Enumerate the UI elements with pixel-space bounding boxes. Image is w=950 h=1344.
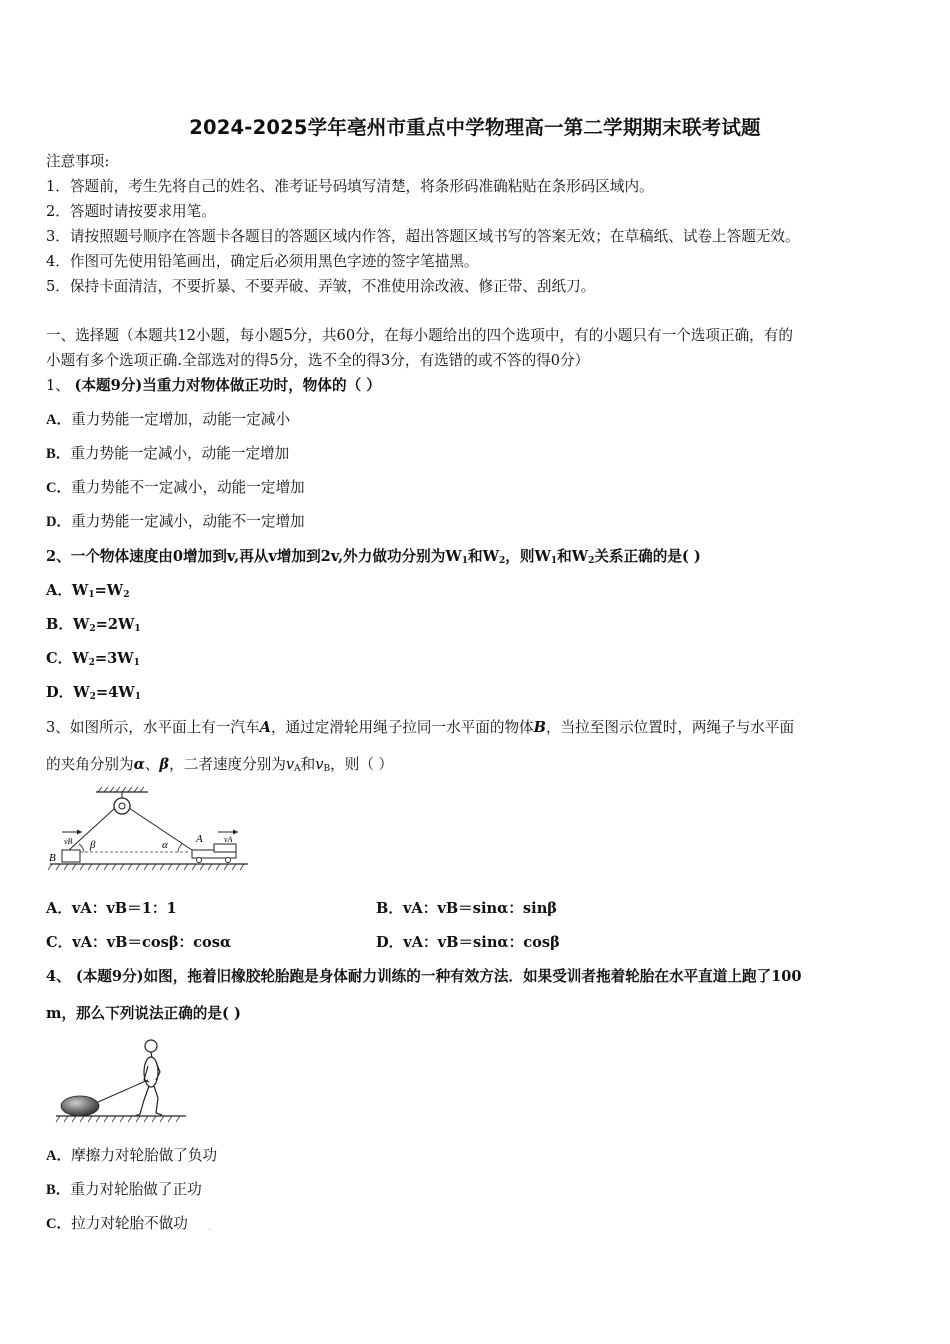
section-instructions-line2: 小题有多个选项正确.全部选对的得5分，选不全的得3分，有选错的或不答的得0分） <box>46 352 590 369</box>
q2-option-d[interactable]: D．$W_2=4W_1$ <box>46 684 141 702</box>
svg-text:B: B <box>49 852 56 864</box>
section-instructions-line1: 一、选择题（本题共12小题，每小题5分，共60分，在每小题给出的四个选项中，有的小题只有一个选项正确，有的 <box>46 327 793 344</box>
q3-option-d[interactable]: D．vA：vB＝sinα：cosβ <box>376 934 560 951</box>
svg-text:vB: vB <box>64 837 73 846</box>
notice-item: 5．保持卡面清洁，不要折暴、不要弄破、弄皱，不准使用涂改液、修正带、刮纸刀。 <box>46 278 596 295</box>
q3-stem-line1: 3、如图所示，水平面上有一汽车A，通过定滑轮用绳子拉同一水平面的物体B，当拉至图示位置时，两绳子与水平面 <box>46 719 795 736</box>
q4-option-b[interactable]: B．重力对轮胎做了正功 <box>46 1181 202 1198</box>
q3-option-c[interactable]: C．vA：vB＝cosβ：cosα <box>46 934 232 951</box>
q4-option-c[interactable]: C．拉力对轮胎不做功 <box>46 1215 188 1232</box>
q3-stem-line2: 的夹角分别为α、β，二者速度分别为$v_A$和$v_B$，则（ ） <box>46 756 394 774</box>
q4-stem-line2: m，那么下列说法正确的是( ) <box>46 1005 241 1022</box>
q1-option-a[interactable]: A．重力势能一定增加，动能一定减小 <box>46 411 291 428</box>
stray-mark: . <box>208 1222 212 1233</box>
svg-text:A: A <box>196 833 203 845</box>
svg-text:α: α <box>162 839 168 851</box>
notice-item: 3．请按照题号顺序在答题卡各题目的答题区域内作答，超出答题区域书写的答案无效；在草稿纸、试卷上答题无效。 <box>46 228 800 245</box>
q3-option-a[interactable]: A．vA：vB＝1：1 <box>46 900 177 917</box>
q1-option-d[interactable]: D．重力势能一定减小，动能不一定增加 <box>46 513 305 530</box>
tire-training-diagram <box>52 1036 188 1124</box>
q4-option-a[interactable]: A．摩擦力对轮胎做了负功 <box>46 1147 218 1164</box>
q2-option-c[interactable]: C．$W_2=3W_1$ <box>46 650 140 668</box>
notice-item: 4．作图可先使用铅笔画出，确定后必须用黑色字迹的签字笔描黑。 <box>46 253 479 270</box>
q2-stem: 2、一个物体速度由0增加到v,再从v增加到2v,外力做功分别为$W_1$和$W_2$，则$W_1$和$W_2$关系正确的是( ) <box>46 548 701 566</box>
q1-number: 1、 <box>46 377 70 394</box>
q2-option-b[interactable]: B．$W_2=2W_1$ <box>46 616 141 634</box>
q1-stem-text: (本题9分)当重力对物体做正功时，物体的（ ） <box>74 377 381 394</box>
q2-option-a[interactable]: A．$W_1=W_2$ <box>46 582 130 600</box>
page-title: 2024-2025学年亳州市重点中学物理高一第二学期期末联考试题 <box>189 116 761 139</box>
notice-item: 1．答题前，考生先将自己的姓名、准考证号码填写清楚，将条形码准确粘贴在条形码区域内。 <box>46 178 654 195</box>
q1-stem <box>46 376 381 396</box>
svg-text:vA: vA <box>224 835 233 844</box>
svg-text:β: β <box>90 839 96 851</box>
q1-option-b[interactable]: B．重力势能一定减小，动能一定增加 <box>46 445 290 462</box>
notice-heading: 注意事项: <box>46 153 110 170</box>
tire-icon <box>61 1096 99 1116</box>
pulley-car-diagram <box>46 786 252 872</box>
q3-option-b[interactable]: B．vA：vB＝sinα：sinβ <box>376 900 557 917</box>
q1-option-c[interactable]: C．重力势能不一定减小，动能一定增加 <box>46 479 305 496</box>
q4-stem-line1: 4、 (本题9分)如图，拖着旧橡胶轮胎跑是身体耐力训练的一种有效方法．如果受训者拖着轮胎在水平直道上跑了100 <box>46 968 802 985</box>
notice-item: 2．答题时请按要求用笔。 <box>46 203 216 220</box>
runner-icon <box>135 1040 162 1116</box>
